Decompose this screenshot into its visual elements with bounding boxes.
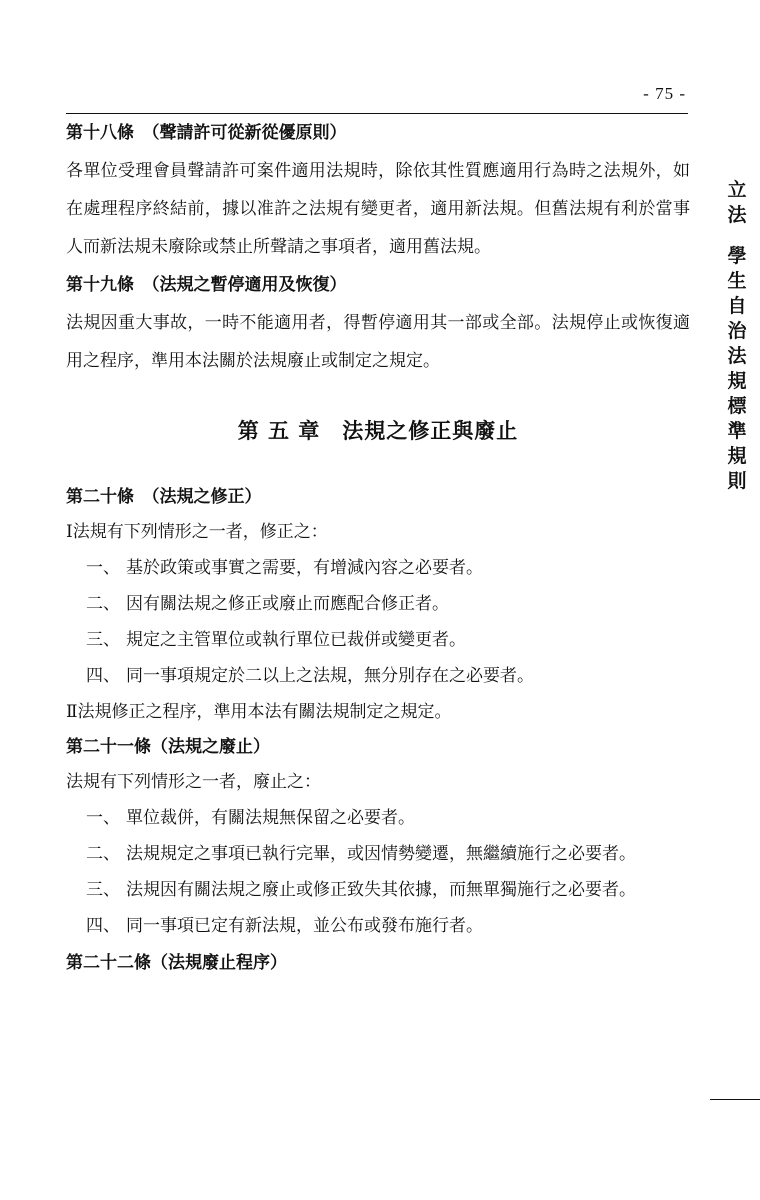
item-text: 基於政策或事實之需要，有增減內容之必要者。 [126,558,483,578]
item-number: 四、 [86,916,120,936]
item-number: 四、 [86,666,120,686]
item-number: 三、 [86,880,120,900]
item-number: 二、 [86,594,120,614]
item-text: 法規因有關法規之廢止或修正致失其依據，而無單獨施行之必要者。 [126,880,636,900]
side-tab-title [724,178,750,494]
chapter-title: 第 五 章 法規之修正與廢止 [237,418,519,443]
article-22-heading: 第二十二條（法規廢止程序） [66,953,287,973]
item-number: 一、 [86,808,120,828]
article-18-text: 各單位受理會員聲請許可案件適用法規時，除依其性質應適用行為時之法規外，如在處理程序終結前，據以准許之法規有變更者，適用新法規。但舊法規有利於當事人而新法規未廢除或禁止所聲請之事項者，適用舊法規。 [66,161,690,257]
article-19-text: 法規因重大事故，一時不能適用者，得暫停適用其一部或全部。法規停止或恢復適用之程序，準用本法關於法規廢止或制定之規定。 [66,313,690,371]
article-20-item [66,550,690,586]
item-text: 同一事項規定於二以上之法規，無分別存在之必要者。 [126,666,534,686]
article-18-heading: 第十八條 （聲請許可從新從優原則） [66,123,347,143]
item-text: 單位裁併，有關法規無保留之必要者。 [126,808,415,828]
article-21-heading: 第二十一條（法規之廢止） [66,737,270,757]
side-tab-char: 法 [727,345,747,367]
side-tab-char: 生 [727,270,747,292]
article-20-item [66,586,690,622]
side-tab-char: 標 [727,395,747,417]
article-19-heading: 第十九條 （法規之暫停適用及恢復） [66,275,347,295]
item-text: 法規規定之事項已執行完畢，或因情勢變遷，無繼續施行之必要者。 [126,844,636,864]
item-number: 三、 [86,630,120,650]
article-21-item [66,800,690,836]
side-rule [710,1099,760,1100]
side-tab-gap [724,228,750,244]
article-21-intro: 法規有下列情形之一者，廢止之： [66,772,321,792]
item-number: 二、 [86,844,120,864]
side-tab-char: 治 [727,320,747,342]
article-21-item [66,836,690,872]
document-body [66,118,690,978]
side-tab-char: 自 [727,295,747,317]
side-tab-char: 規 [727,370,747,392]
article-20-paragraph-1: Ⅰ法規有下列情形之一者，修正之： [66,522,328,542]
side-tab-char: 則 [727,470,747,492]
item-text: 同一事項已定有新法規，並公布或發布施行者。 [126,916,483,936]
article-21-item [66,872,690,908]
side-tab-char: 準 [727,420,747,442]
item-number: 一、 [86,558,120,578]
side-tab-char: 法 [727,204,747,226]
article-20-item [66,658,690,694]
side-tab-char: 立 [727,179,747,201]
article-20-item [66,622,690,658]
page-number: - 75 - [643,84,686,103]
side-tab-char: 學 [727,245,747,267]
side-tab-char: 規 [727,445,747,467]
article-21-item [66,908,690,944]
article-20-paragraph-2: Ⅱ法規修正之程序，準用本法有關法規制定之規定。 [66,702,452,722]
item-text: 因有關法規之修正或廢止而應配合修正者。 [126,594,449,614]
header-rule [66,113,688,114]
item-text: 規定之主管單位或執行單位已裁併或變更者。 [126,630,466,650]
article-20-heading: 第二十條 （法規之修正） [66,487,262,507]
